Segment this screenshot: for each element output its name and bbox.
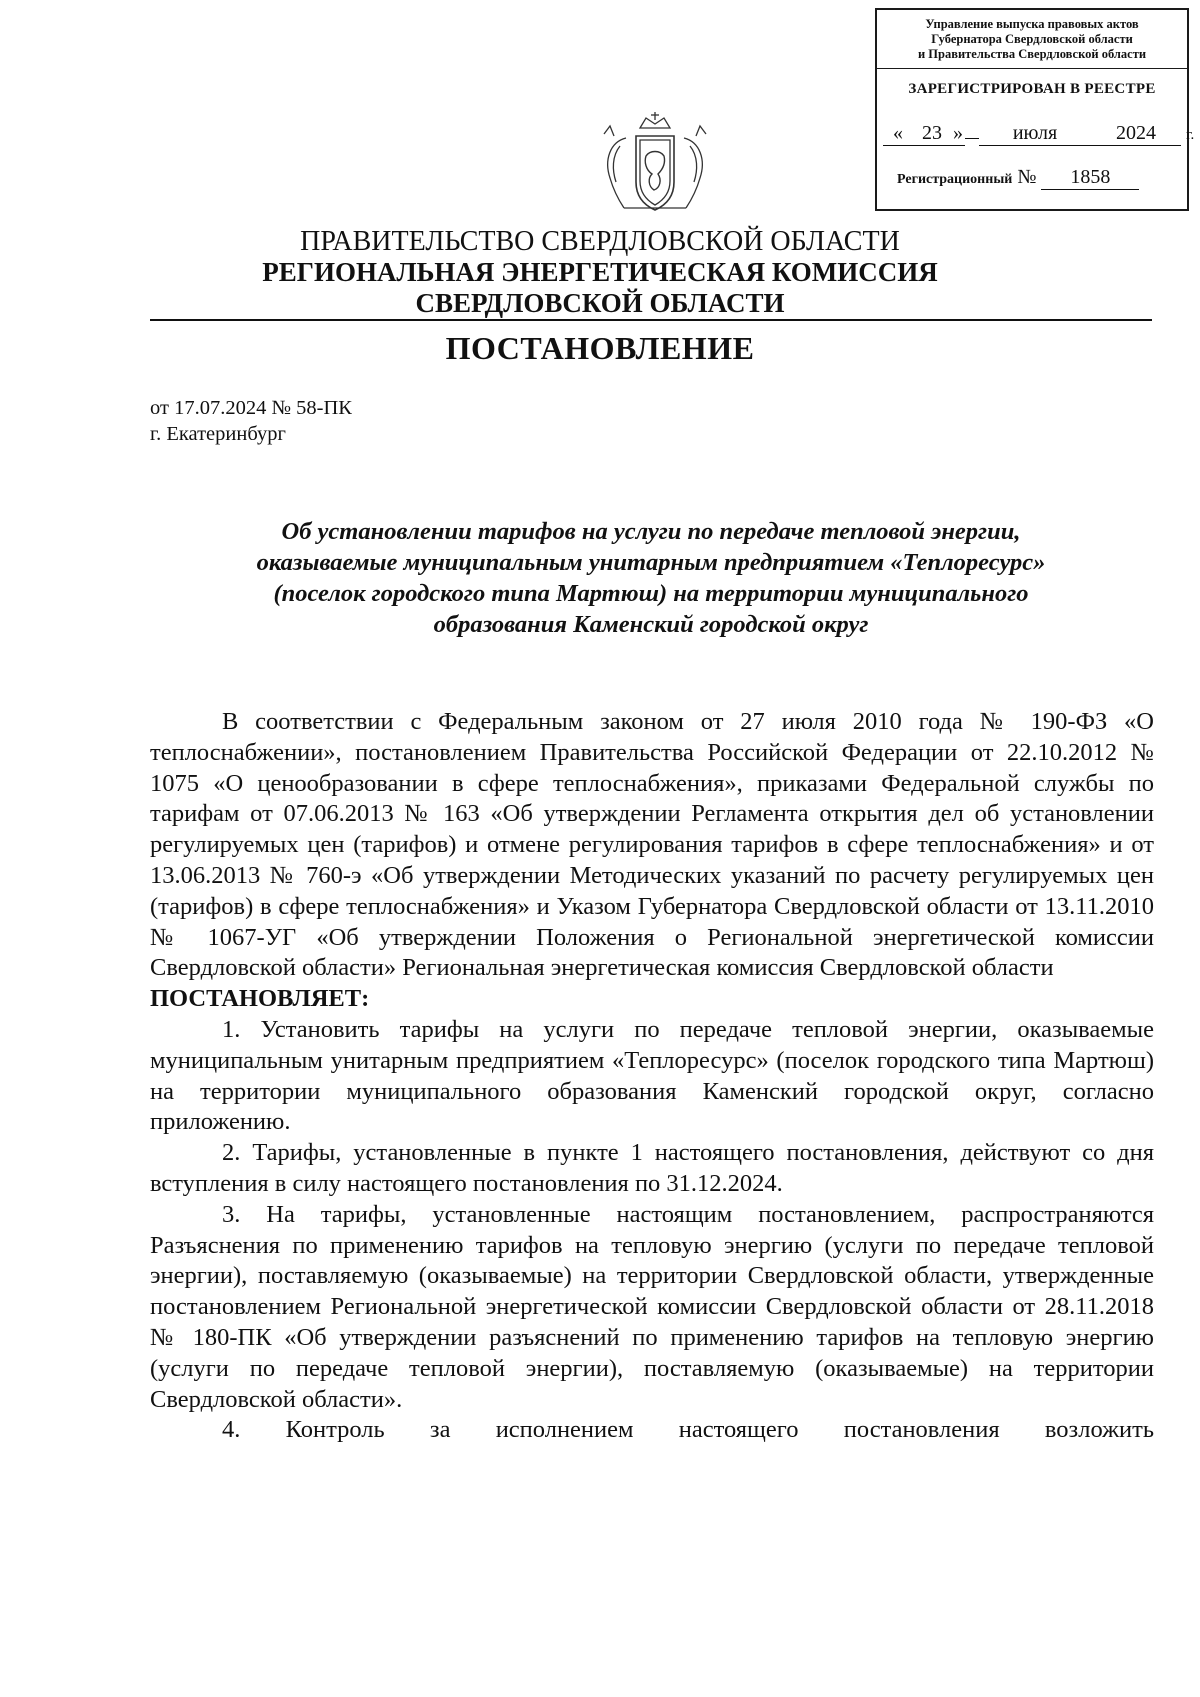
resolution-item: 4. Контроль за исполнением настоящего постановления возложить [222,1416,1154,1444]
document-date-number: от 17.07.2024 № 58-ПК [150,397,352,419]
registration-year-suffix: г. [1186,127,1195,143]
registration-authority-line: Управление выпуска правовых актов [925,17,1139,31]
document-title [150,516,1152,640]
registration-date [883,122,1194,146]
header-divider [150,319,1152,321]
document-title-line: Об установлении тарифов на услуги по передаче тепловой энергии, [281,518,1021,545]
document-title-line: (поселок городского типа Мартюш) на территории муниципального [273,580,1029,607]
government-name: ПРАВИТЕЛЬСТВО СВЕРДЛОВСКОЙ ОБЛАСТИ [300,226,900,257]
registration-number-label: Регистрационный [897,172,1013,187]
resolution-item: 3. На тарифы, установленные настоящим постановлением, распространяются Разъяснения по применению тарифов на тепловую энергию (услуги по передаче тепловой энергии), поставляемую (оказываемые) на территории Свердловской области, утвержденные постановлением Региональной энергетической комиссии Свердловской области от 28.11.2018 № 180-ПК «Об утверждении разъяснений по применению тарифов на тепловую энергию (услуги по передаче тепловой энергии), поставляемую (оказываемые) на территории Свердловской области». [150,1200,1154,1413]
registration-status: ЗАРЕГИСТРИРОВАН В РЕЕСТРЕ [908,81,1156,97]
commission-name-region: СВЕРДЛОВСКОЙ ОБЛАСТИ [415,288,785,318]
resolution-item: 2. Тарифы, установленные в пункте 1 настоящего постановления, действуют со дня вступления в силу настоящего постановления по 31.12.2024. [150,1139,1154,1197]
registration-stamp [875,8,1195,211]
document-title-line: оказываемые муниципальным унитарным предприятием «Теплоресурс» [256,549,1046,576]
coat-of-arms-icon [580,108,730,216]
registration-authority-line: и Правительства Свердловской области [917,47,1147,61]
registration-number: 1858 [1041,166,1139,190]
registration-number-row [897,166,1139,190]
document-type: ПОСТАНОВЛЕНИЕ [445,330,755,366]
registration-day: 23 [913,122,951,146]
registration-month: июля [979,122,1091,146]
registration-authority [877,10,1187,69]
resolves-heading: ПОСТАНОВЛЯЕТ: [150,985,370,1013]
document-city: г. Екатеринбург [150,423,286,445]
preamble-paragraph: В соответствии с Федеральным законом от 27 июля 2010 года № 190-ФЗ «О теплоснабжении», постановлением Правительства Российской Федерации от 22.10.2012 № 1075 «О ценообразовании в сфере теплоснабжения», приказами Федеральной службы по тарифам от 07.06.2013 № 163 «Об утверждении Регламента открытия дел об установлении регулируемых цен (тарифов) и отмене регулирования тарифов в сфере теплоснабжения» и от 13.06.2013 № 760-э «Об утверждении Методических указаний по расчету регулируемых цен (тарифов) в сфере теплоснабжения» и Указом Губернатора Свердловской области от 13.11.2010 № 1067-УГ «Об утверждении Положения о Региональной энергетической комиссии Свердловской области» Региональная энергетическая комиссия Свердловской области [150,708,1154,982]
registration-authority-line: Губернатора Свердловской области [931,32,1133,46]
commission-name: РЕГИОНАЛЬНАЯ ЭНЕРГЕТИЧЕСКАЯ КОМИССИЯ [262,257,938,287]
document-title-line: образования Каменский городской округ [433,611,869,638]
registration-quote-close: » [953,122,963,144]
registration-quote-open: « [883,122,913,146]
registration-number-sign: № [1017,166,1037,188]
resolution-item: 1. Установить тарифы на услуги по передаче тепловой энергии, оказываемые муниципальным унитарным предприятием «Теплоресурс» (поселок городского типа Мартюш) на территории муниципального образования Каменский городской округ, согласно приложению. [150,1015,1154,1136]
document-body [150,707,1154,1446]
registration-year: 2024 [1091,122,1181,146]
